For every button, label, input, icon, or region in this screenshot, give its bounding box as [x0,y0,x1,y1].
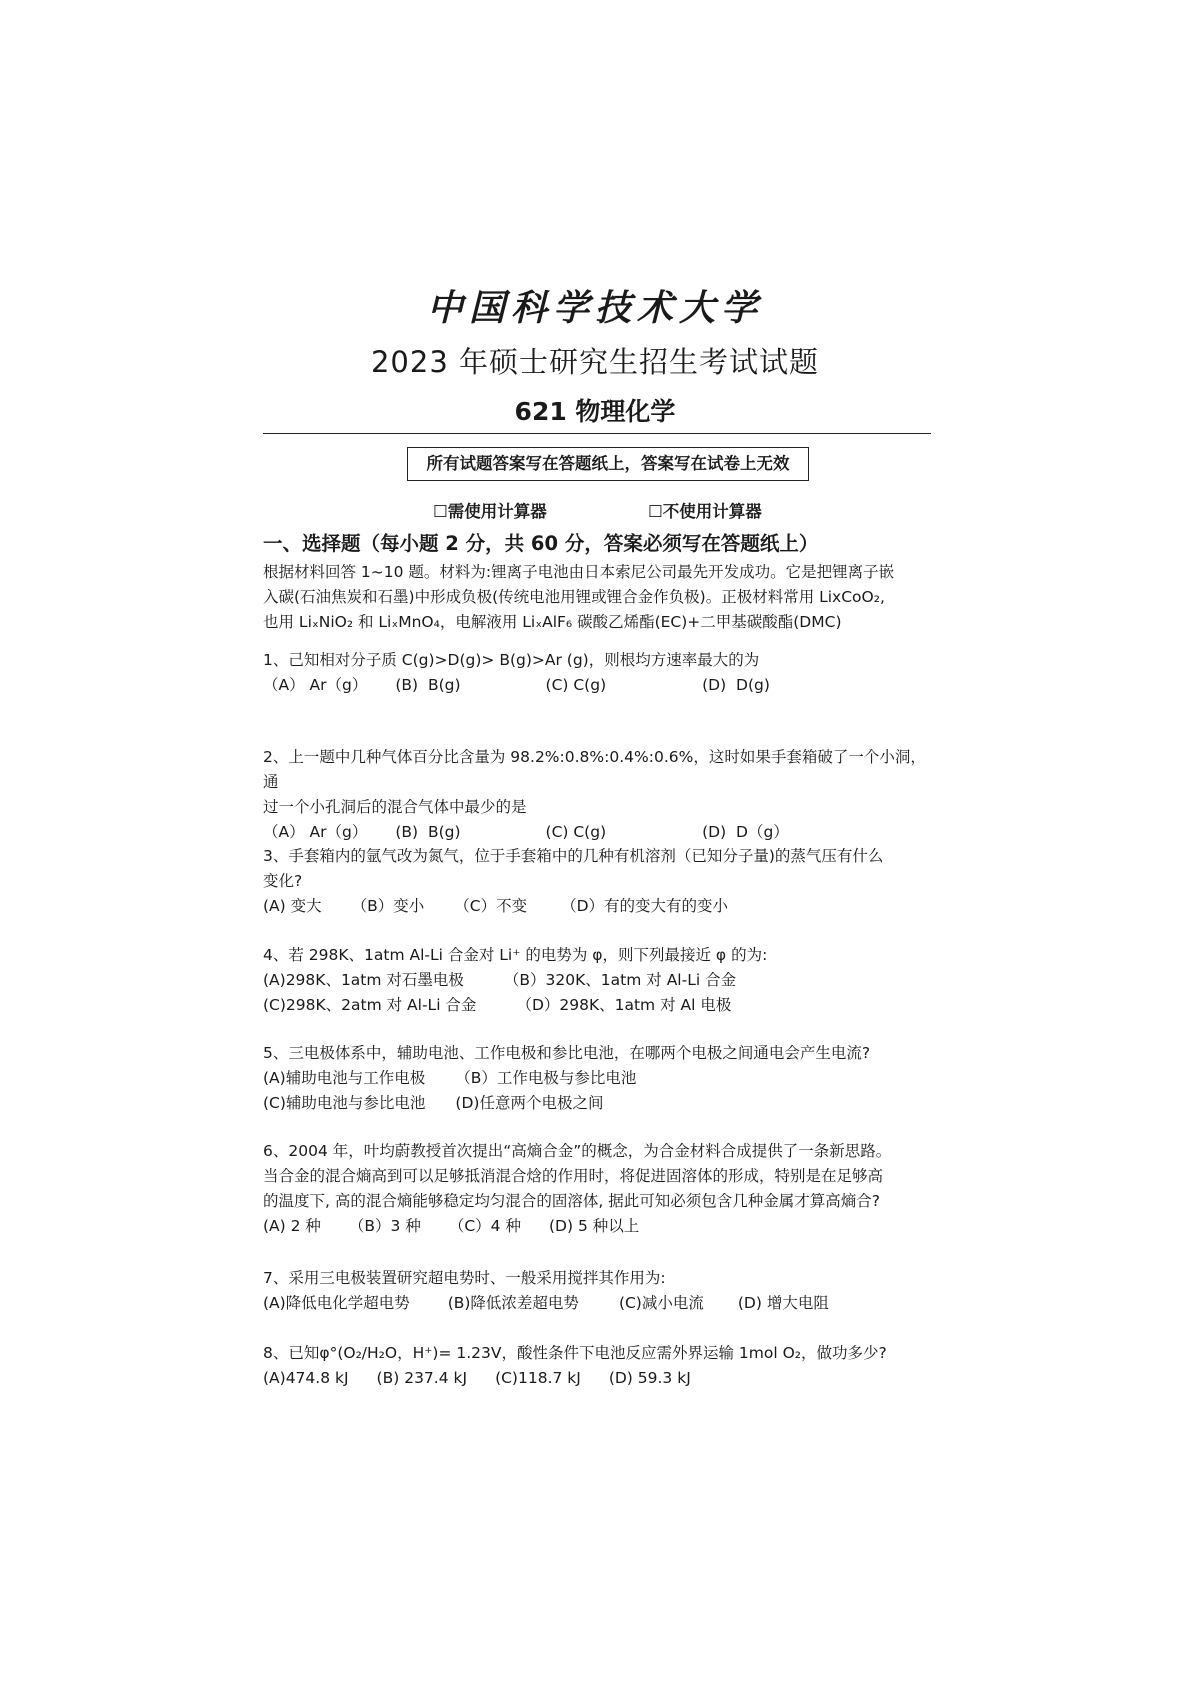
option-d: (D) D（g） [702,823,789,841]
option-a: (A) 变大 [263,897,322,915]
question-3 [263,844,939,919]
question-options [263,993,939,1018]
option-b: （B）3 种 [348,1217,421,1235]
question-options [263,1091,939,1116]
option-b: （B）工作电极与参比电池 [455,1069,637,1087]
question-stem-line: 4、若 298K、1atm Al-Li 合金对 Li⁺ 的电势为 φ，则下列最接近 φ 的为: [263,946,768,964]
question-stem-line: 7、采用三电极装置研究超电势时、一般采用搅拌其作用为: [263,1269,666,1287]
question-stem-line: 的温度下, 高的混合熵能够稳定均匀混合的固溶体, 据此可知必须包含几种金属才算高熵合? [263,1192,880,1210]
option-d: (D) 59.3 kJ [608,1369,691,1387]
option-b: （B）变小 [351,897,425,915]
option-b: (B) B(g) [395,823,461,841]
question-stem-line: 1、己知相对分子质 C(g)>D(g)> B(g)>Ar (g)，则根均方速率最大的为 [263,651,760,669]
option-c: （C）4 种 [448,1217,521,1235]
question-options [263,1066,939,1091]
option-a: (A)降低电化学超电势 [263,1294,410,1312]
question-options [263,1366,939,1391]
subject-title: 621 物理化学 [514,397,676,426]
material-line: 根据材料回答 1~10 题。材料为:锂离子电池由日本索尼公司最先开发成功。它是把锂离子嵌 [263,563,895,581]
answer-notice-box: 所有试题答案写在答题纸上，答案写在试卷上无效 [407,447,809,481]
option-b: (D)任意两个电极之间 [455,1094,604,1112]
question-options [263,894,939,919]
option-c: (C) C(g) [545,676,607,694]
option-c: （C）不变 [454,897,528,915]
option-b: (B) 237.4 kJ [376,1369,468,1387]
question-options [263,968,939,993]
material-line: 入碳(石油焦炭和石墨)中形成负极(传统电池用锂或锂合金作负极)。正极材料常用 LixCoO₂, [263,588,885,606]
option-d: (D) D(g) [702,676,770,694]
material-paragraph [263,560,939,635]
option-a: (A) 2 种 [263,1217,321,1235]
option-c: (C) C(g) [545,823,607,841]
option-a: (C)298K、2atm 对 Al-Li 合金 [263,996,477,1014]
option-d: （D）有的变大有的变小 [561,897,729,915]
option-b: （D）298K、1atm 对 Al 电极 [516,996,732,1014]
option-a: （A） Ar（g） [263,823,368,841]
option-a: (A)辅助电池与工作电极 [263,1069,426,1087]
question-stem-line: 过一个小孔洞后的混合气体中最少的是 [263,798,527,816]
question-stem-line: 3、手套箱内的氩气改为氮气，位于手套箱中的几种有机溶剂（已知分子量)的蒸气压有什么 [263,847,884,865]
exam-title: 2023 年硕士研究生招生考试试题 [370,345,820,379]
option-d: (D) 5 种以上 [548,1217,640,1235]
option-a: (A)298K、1atm 对石墨电极 [263,971,464,989]
question-5 [263,1041,939,1116]
question-stem-line: 8、已知φ°(O₂/H₂O，H⁺)= 1.23V，酸性条件下电池反应需外界运输 1mol O₂，做功多少? [263,1344,887,1362]
option-c: (C)118.7 kJ [495,1369,581,1387]
question-6 [263,1139,939,1239]
university-name: 中国科学技术大学 [426,287,763,329]
question-stem-line: 当合金的混合熵高到可以足够抵消混合焓的作用时，将促进固溶体的形成，特别是在足够高 [263,1167,884,1185]
option-b: (B) B(g) [395,676,461,694]
option-c: (C)减小电流 [618,1294,704,1312]
calculator-not-needed-checkbox: ☐不使用计算器 [648,502,762,521]
question-7 [263,1266,939,1316]
question-8 [263,1341,939,1391]
question-2 [263,745,939,845]
question-stem-line: 变化? [263,872,303,890]
question-options [263,673,939,698]
section-title: 一、选择题（每小题 2 分，共 60 分，答案必须写在答题纸上） [263,532,819,555]
header-divider [263,433,931,434]
option-b: (B)降低浓差超电势 [447,1294,579,1312]
option-a: (C)辅助电池与参比电池 [263,1094,426,1112]
question-options [263,1214,939,1239]
material-line: 也用 LiₓNiO₂ 和 LiₓMnO₄，电解液用 LiₓAlF₆ 碳酸乙烯酯(EC)+二甲基碳酸酯(DMC) [263,613,842,631]
question-4 [263,943,939,1018]
question-stem-line: 5、三电极体系中，辅助电池、工作电极和参比电池，在哪两个电极之间通电会产生电流? [263,1044,871,1062]
question-1 [263,648,939,698]
option-a: （A） Ar（g） [263,676,368,694]
question-options [263,820,939,845]
option-a: (A)474.8 kJ [263,1369,349,1387]
question-options [263,1291,939,1316]
question-stem-line: 2、上一题中几种气体百分比含量为 98.2%:0.8%:0.4%:0.6%，这时如果手套箱破了一个小洞，通 [263,748,926,791]
calculator-needed-checkbox: ☐需使用计算器 [433,502,547,521]
option-b: （B）320K、1atm 对 Al-Li 合金 [503,971,737,989]
option-d: (D) 增大电阻 [737,1294,829,1312]
question-stem-line: 6、2004 年，叶均蔚教授首次提出“高熵合金”的概念，为合金材料合成提供了一条新思路。 [263,1142,892,1160]
